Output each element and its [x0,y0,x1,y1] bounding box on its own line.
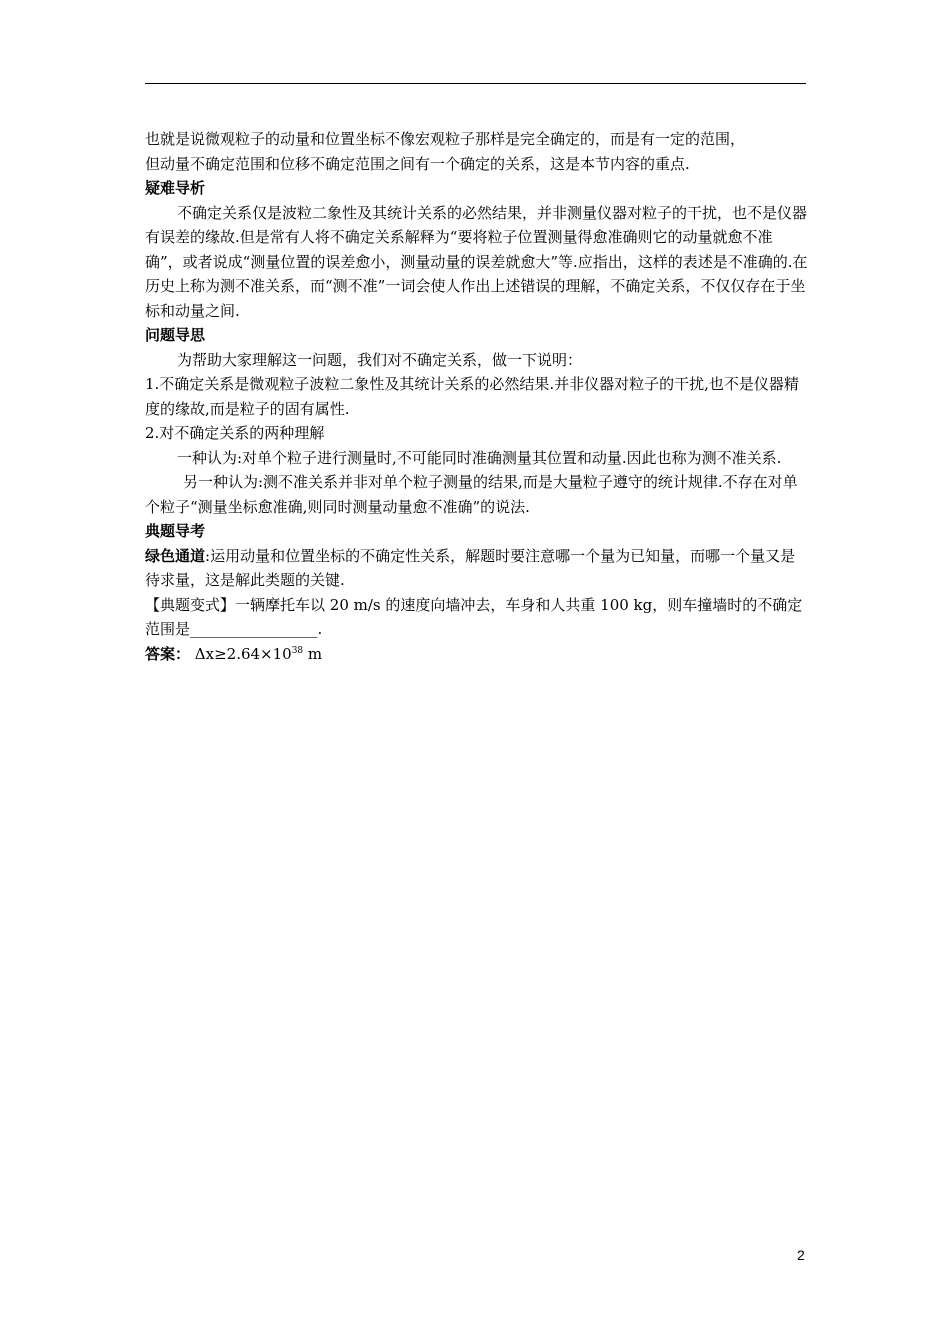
difficulty-paragraph: 不确定关系仅是波粒二象性及其统计关系的必然结果，并非测量仪器对粒子的干扰，也不是仪器有误差的缘故.但是常有人将不确定关系解释为“要将粒子位置测量得愈准确则它的动量就愈不准确”，或者说成“测量位置的误差愈小，测量动量的误差就愈大”等.应指出，这样的表述是不准确的.在历史上称为测不准关系，而“测不准”一词会使人作出上述错误的理解，不确定关系，不仅仅存在于坐标和动量之间. [145,203,808,320]
header-rule [145,83,806,84]
intro-line-2: 但动量不确定范围和位移不确定范围之间有一个确定的关系，这是本节内容的重点. [145,154,690,173]
variant-label: 【典题变式】 [145,595,236,614]
questions-point-1: 1.不确定关系是微观粒子波粒二象性及其统计关系的必然结果.并非仪器对粒子的干扰,也不是仪器精度的缘故,而是粒子的固有属性. [145,375,799,418]
answer-label: 答案： [145,644,191,663]
questions-view-2: 另一种认为:测不准关系并非对单个粒子测量的结果,而是大量粒子遵守的统计规律.不存在对单个粒子“测量坐标愈准确,则同时测量动量愈不准确”的说法. [145,473,798,516]
green-channel-paragraph [145,544,809,593]
section-title-exam: 典题导考 [145,522,206,540]
questions-view-1: 一种认为:对单个粒子进行测量时,不可能同时准确测量其位置和动量.因此也称为测不准关系. [177,448,782,467]
answer-line [145,642,809,667]
variant-text: 一辆摩托车以 20 m/s 的速度向墙冲去，车身和人共重 100 kg，则车撞墙时的不确定范围是_________________. [145,595,803,638]
questions-point-2: 2.对不确定关系的两种理解 [145,424,325,442]
document-body [145,127,809,666]
section-title-difficulty: 疑难导析 [145,179,206,197]
answer-text: Δx≥2.64×10 [190,644,292,663]
variant-question [145,593,809,642]
green-channel-label: 绿色通道 [145,546,206,565]
page-number: 2 [797,1247,805,1263]
answer-unit: m [303,644,323,663]
answer-exponent: 38 [291,645,304,656]
intro-line-1: 也就是说微观粒子的动量和位置坐标不像宏观粒子那样是完全确定的，而是有一定的范围， [145,130,746,148]
green-channel-text: :运用动量和位置坐标的不确定性关系，解题时要注意哪一个量为已知量，而哪一个量又是待求量，这是解此类题的关键. [145,546,796,589]
questions-lead: 为帮助大家理解这一问题，我们对不确定关系，做一下说明： [177,350,583,369]
section-title-questions: 问题导思 [145,326,206,344]
